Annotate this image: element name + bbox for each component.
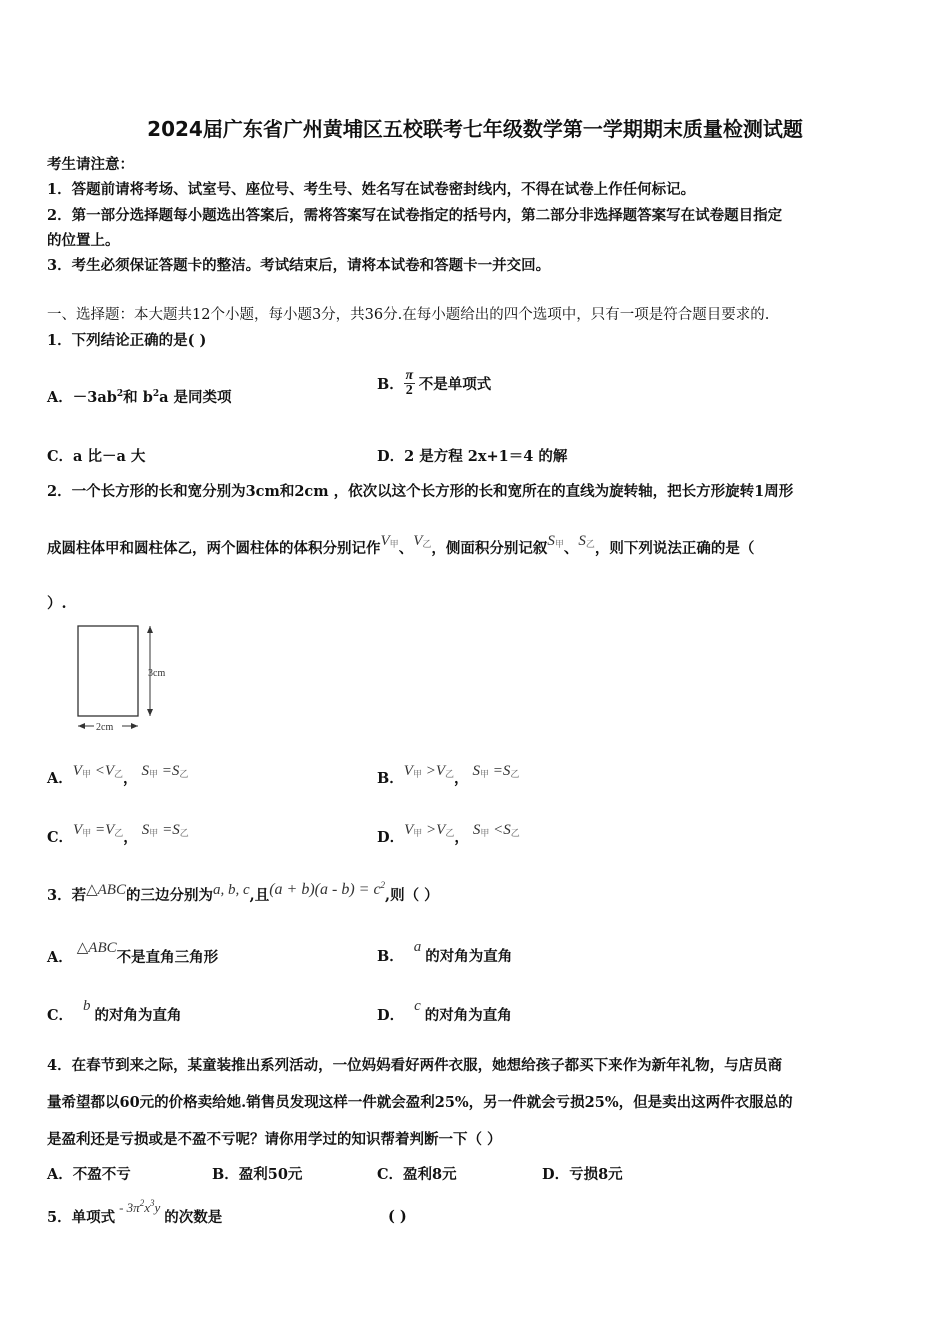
arrowhead [131,723,138,729]
notice-item: 2．第一部分选择题每小题选出答案后，需将答案写在试卷指定的括号内，第二部分非选择题答案写在试卷题目指定 [47,207,783,224]
relation: > [425,763,436,779]
monomial [119,1200,160,1215]
relation: = [161,763,172,779]
q3-b-text: 的对角为直角 [425,948,513,965]
q1-stem: 1．下列结论正确的是( ) [47,332,207,349]
q3-option-a [47,938,218,967]
triangle-abc: △ABC [76,940,117,956]
pi-over-2-fraction [404,369,415,398]
q3-equation [269,881,385,898]
var: S [141,822,150,838]
var: V [72,763,82,779]
exponent: 2 [380,880,386,890]
var: S [502,763,511,779]
q5-text: 5．单项式 [47,1209,116,1226]
var: V [403,763,413,779]
subscript: 乙 [585,539,595,549]
q3-c-text: 的对角为直角 [94,1007,182,1024]
q1-option-b [377,369,491,398]
notice-item: 3．考生必须保证答题卡的整洁。考试结束后，请将本试卷和答题卡一并交回。 [47,257,551,274]
option-label: C． [47,1007,74,1024]
option-label: D． [377,829,405,846]
subscript: 乙 [114,769,124,779]
q4-stem-line2: 量希望都以60元的价格卖给她.销售员发现这样一件就会盈利25%，另一件就会亏损25%，但是卖出这两件衣服总的 [47,1094,793,1111]
var-a: a [413,939,422,955]
q3-text: 的三边分别为 [125,887,213,904]
var: S [472,763,481,779]
sides-abc: a, b, c [212,882,250,898]
subscript: 乙 [510,828,520,838]
subscript: 乙 [445,828,455,838]
option-label: B． [377,770,404,787]
subscript: 甲 [413,828,423,838]
option-label: C． [47,829,74,846]
separator: 、 [563,540,579,557]
fraction-numerator: π [405,368,414,383]
subscript: 乙 [510,769,520,779]
subscript: 甲 [480,769,490,779]
q4-option-b: B．盈利50元 [212,1166,303,1183]
var-b: b [83,998,91,1014]
subscript: 乙 [179,828,189,838]
var: V [404,822,414,838]
subscript: 甲 [389,539,399,549]
notice-heading: 考生请注意： [47,156,134,173]
q3-text: 3．若 [47,887,87,904]
option-label: B． [377,376,404,393]
var: V [105,822,115,838]
q2-text: ，则下列说法正确的是（ [594,540,755,557]
q3-d-text: 的对角为直角 [424,1007,512,1024]
q3-text: ,且 [249,887,270,904]
subscript: 甲 [82,828,92,838]
var-c: c [414,998,421,1014]
option-label: A． [47,949,73,966]
s-jia-symbol [547,533,564,549]
q1-b-text: 不是单项式 [418,376,492,393]
v-jia-symbol [381,533,399,549]
subscript: 乙 [179,769,189,779]
q4-option-a: A．不盈不亏 [47,1166,131,1183]
subscript: 甲 [412,769,422,779]
q4-stem-line1: 4．在春节到来之际，某童装推出系列活动，一位妈妈看好两件衣服，她想给孩子都买下来作为新年礼物，与店员商 [47,1057,783,1074]
var: V [436,822,446,838]
q1-a-text: －3ab [72,389,117,406]
q2-stem-line2 [47,533,754,558]
var: V [104,763,114,779]
relation: = [162,822,173,838]
subscript: 乙 [445,769,455,779]
var: S [141,763,150,779]
q3-option-c [47,997,182,1025]
q5-text: 的次数是 [164,1209,223,1226]
q3-a-text: 不是直角三角形 [116,949,219,966]
relation: = [94,822,106,838]
exponent: 2 [152,389,160,399]
q3-option-d [377,997,512,1025]
section-heading: 一、选择题：本大题共12个小题，每小题3分，共36分.在每小题给出的四个选项中，只有一项是符合题目要求的. [47,307,770,323]
rectangle-figure [70,620,180,735]
var: S [472,822,481,838]
q4-option-c: C．盈利8元 [377,1166,457,1183]
option-label: A． [47,770,73,787]
subscript: 甲 [554,539,564,549]
height-label: 3cm [148,668,166,679]
q4-stem-line3: 是盈利还是亏损或是不盈不亏呢？请你用学过的知识帮着判断一下（ ） [47,1131,502,1148]
q2-option-d [377,821,520,847]
comma: ， [454,770,469,787]
q4-option-d: D．亏损8元 [542,1166,623,1183]
q2-text: 成圆柱体甲和圆柱体乙，两个圆柱体的体积分别记作 [47,540,381,557]
coefficient: - 3π [119,1200,140,1215]
var: V [380,533,390,549]
subscript: 甲 [149,769,159,779]
subscript: 甲 [480,828,490,838]
exponent: 2 [139,1198,145,1208]
var: S [547,533,555,549]
var: S [503,822,511,838]
equation-text: (a + b)(a - b) = c [269,881,381,898]
page-title: 2024届广东省广州黄埔区五校联考七年级数学第一学期期末质量检测试题 [147,117,803,141]
q5-stem [47,1198,222,1227]
exponent: 2 [116,389,124,399]
arrowhead [78,723,85,729]
var: V [73,822,83,838]
arrowhead [147,709,153,716]
option-label: D． [377,1007,405,1024]
var: y [154,1200,161,1215]
subscript: 甲 [149,828,159,838]
q1-a-text: a 是同类项 [159,389,232,406]
var: S [578,533,586,549]
comma: ， [123,829,138,846]
v-yi-symbol [413,533,431,549]
exponent: 3 [149,1198,155,1208]
notice-item: 1．答题前请将考场、试室号、座位号、考生号、姓名写在试卷密封线内，不得在试卷上作任何标记。 [47,181,696,198]
q1-a-text: 和 b [123,389,153,406]
q1-option-a [47,386,232,407]
separator: 、 [398,540,414,557]
relation: > [426,822,437,838]
q2-option-c [47,821,189,847]
var: V [413,533,423,549]
q2-option-a [47,762,188,788]
relation: < [493,822,504,838]
q1-option-d: D．2 是方程 2x+1＝4 的解 [377,448,568,465]
q2-stem-line1: 2．一个长方形的长和宽分别为3cm和2cm ，依次以这个长方形的长和宽所在的直线为旋转轴，把长方形旋转1周形 [47,483,794,500]
answer-parentheses: ( ) [388,1208,407,1225]
relation: < [94,763,105,779]
subscript: 乙 [422,539,432,549]
rectangle [78,626,138,716]
subscript: 乙 [114,828,124,838]
subscript: 甲 [81,769,91,779]
q2-stem-line3: ）. [47,595,67,612]
var: V [435,763,445,779]
option-label: B． [377,948,404,965]
comma: ， [123,770,138,787]
comma: ， [454,829,469,846]
notice-item: 的位置上。 [47,232,120,249]
q1-option-c: C．a 比－a 大 [47,448,146,465]
relation: = [492,763,503,779]
q2-option-b [377,762,519,788]
var: S [172,822,180,838]
width-label: 2cm [96,722,114,733]
triangle-abc: △ABC [86,882,126,898]
fraction-denominator: 2 [405,383,413,398]
q3-stem [47,880,439,905]
q2-text: ，侧面积分别记叙 [431,540,548,557]
option-label: A． [47,389,73,406]
var: x [144,1200,150,1215]
arrowhead [147,626,153,633]
s-yi-symbol [578,533,595,549]
q3-option-b [377,938,512,966]
q3-text: ,则（ ） [385,887,439,904]
var: S [171,763,180,779]
